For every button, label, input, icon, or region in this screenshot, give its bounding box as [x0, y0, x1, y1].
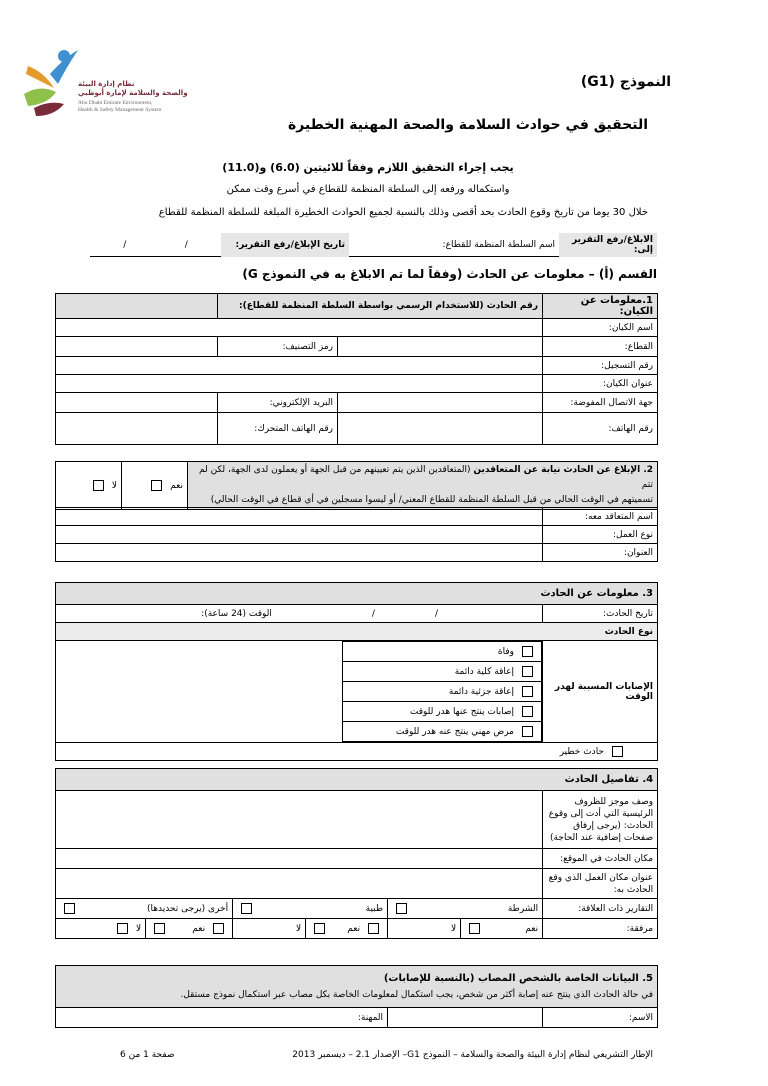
incident-ref-field[interactable] [56, 294, 218, 319]
related-reports-label: التقارير ذات العلاقة: [543, 899, 658, 919]
injury-options [56, 641, 543, 743]
section-5-header [56, 966, 658, 1008]
permanent-total-checkbox[interactable] [522, 666, 533, 677]
on-behalf-yes[interactable] [122, 462, 188, 510]
work-address-field[interactable] [56, 869, 543, 899]
option-label: إعاقة كلية دائمة [454, 666, 514, 677]
option-permanent-partial[interactable] [343, 682, 542, 702]
work-type-field[interactable] [56, 526, 543, 544]
yes-checkbox[interactable] [469, 923, 480, 934]
option-label: إصابات ينتج عنها هدر للوقت [409, 706, 514, 717]
lost-time-injury-checkbox[interactable] [522, 706, 533, 717]
form-code: النموذج (G1) [580, 74, 671, 90]
phone-label: رقم الهاتف: [543, 413, 658, 445]
incident-date-label: تاريخ الحادث: [543, 605, 658, 623]
date-slash: / [184, 240, 188, 250]
medical-attached-no[interactable] [233, 919, 306, 939]
attached-label: مرفقة: [543, 919, 658, 939]
serious-incident-checkbox[interactable] [612, 746, 623, 757]
reg-no-field[interactable] [56, 357, 543, 375]
email-label: البريد الإلكتروني: [218, 393, 338, 413]
section-2-title-line2: تسميتهم في الوقت الحالي من قبل السلطة المنظمة للقطاع المعني/ أو ليسوا مسجلين في أي قطاع في الوقت الحالي) [210, 495, 653, 505]
other-attached-no[interactable] [56, 919, 146, 939]
police-attached-no[interactable] [388, 919, 461, 939]
sector-label: القطاع: [543, 337, 658, 357]
option-occupational-illness[interactable] [343, 722, 542, 742]
option-label: مرض مهني ينتج عنه هدر للوقت [395, 726, 514, 737]
no-checkbox[interactable] [213, 923, 224, 934]
no-label: لا [111, 480, 117, 491]
address-field[interactable] [56, 544, 543, 562]
section-1-table [55, 293, 658, 445]
police-checkbox[interactable] [396, 903, 407, 914]
report-to-label: الابلاغ/رفع التقرير إلى: [559, 233, 657, 257]
section-2-title [188, 462, 658, 510]
other-report[interactable] [56, 899, 233, 919]
brief-description-field[interactable] [56, 791, 543, 849]
incident-location-field[interactable] [56, 849, 543, 869]
class-code-field[interactable] [56, 337, 218, 357]
medical-attached-yes[interactable] [306, 919, 388, 939]
yes-checkbox[interactable] [154, 923, 165, 934]
option-label: حادث خطير [559, 746, 604, 757]
class-code-label: رمز التصنيف: [218, 337, 338, 357]
no-label: لا [135, 923, 142, 934]
other-attached-yes[interactable] [146, 919, 233, 939]
yes-checkbox[interactable] [151, 480, 162, 491]
no-label: لا [295, 923, 302, 934]
work-type-label: نوع العمل: [543, 526, 658, 544]
intro-line-3: خلال 30 يوما من تاريخ وقوع الحادث بحد أقصى وذلك بالنسبة لجميع الحوادث الخطيرة المبلغة للسلطة المنظمة للقطاع [158, 207, 648, 218]
section-2-title-bold: الإبلاغ عن الحادث نيابة عن المتعاقدين [473, 465, 641, 475]
police-attached-yes[interactable] [461, 919, 543, 939]
on-behalf-no[interactable] [56, 462, 122, 510]
yes-label: نعم [525, 923, 539, 934]
authority-input[interactable] [349, 233, 429, 257]
logo [20, 44, 188, 124]
permanent-partial-checkbox[interactable] [522, 686, 533, 697]
incident-date-time-field[interactable] [56, 605, 543, 623]
reg-no-label: رقم التسجيل: [543, 357, 658, 375]
section-3-title: 3. معلومات عن الحادث [56, 583, 658, 605]
incident-type-label: نوع الحادث [56, 623, 658, 641]
page-title: التحقيق في حوادث السلامة والصحة المهنية الخطيرة [287, 117, 648, 133]
intro-line-1: يجب إجراء التحقيق اللازم وفقاً للائيتين (6.0) و(11.0) [222, 161, 514, 174]
time-label: الوقت (24 ساعة): [201, 608, 272, 619]
phone-field[interactable] [338, 413, 543, 445]
date-slash: / [434, 608, 439, 619]
yes-label: نعم [170, 480, 183, 491]
report-to-bar [90, 233, 657, 257]
section-5-title: 5. البيانات الخاصة بالشخص المصاب (بالنسبة للإصابات) [383, 972, 654, 984]
address-label: العنوان: [543, 544, 658, 562]
incident-ref-label: رقم الحادث (للاستخدام الرسمي بواسطة السلطة المنظمة للقطاع): [218, 294, 543, 319]
yes-label: نعم [347, 923, 361, 934]
police-label: الشرطة [507, 903, 539, 914]
option-lost-time-injury[interactable] [343, 702, 542, 722]
entity-name-label: اسم الكيان: [543, 319, 658, 337]
email-field[interactable] [56, 393, 218, 413]
footer-framework: الإطار التشريعي لنظام إدارة البيئة والصحة والسلامة – النموذج G1– الإصدار 2.1 – ديسمبر 2013 [292, 1050, 653, 1060]
profession-cell[interactable] [56, 1008, 388, 1028]
mobile-field[interactable] [56, 413, 218, 445]
incident-location-label: مكان الحادث في الموقع: [543, 849, 658, 869]
no-label: لا [450, 923, 457, 934]
option-serious-incident[interactable] [56, 743, 658, 761]
police-report[interactable] [388, 899, 543, 919]
section-4-title: 4. تفاصيل الحادث [56, 769, 658, 791]
option-label: إعاقة جزئية دائمة [448, 686, 514, 697]
logo-arabic-text: نظام إدارة البيئة والصحة والسلامة لإمارة أبوظبي [78, 80, 188, 97]
no-checkbox[interactable] [368, 923, 379, 934]
other-label: أخرى (يرجى تحديدها) [146, 903, 229, 914]
entity-address-label: عنوان الكيان: [543, 375, 658, 393]
report-date-input[interactable] [90, 233, 221, 257]
no-checkbox[interactable] [117, 923, 128, 934]
occupational-illness-checkbox[interactable] [522, 726, 533, 737]
logo-english-text: Abu Dhabi Emirate Environment, Health & Safety Management System [78, 100, 162, 113]
entity-address-field[interactable] [56, 375, 543, 393]
lost-time-injuries-label: الإصابات المسببة لهدر الوقت [543, 641, 658, 743]
yes-checkbox[interactable] [314, 923, 325, 934]
authority-label: اسم السلطة المنظمة للقطاع: [442, 240, 555, 250]
mobile-label: رقم الهاتف المتحرك: [218, 413, 338, 445]
yes-label: نعم [192, 923, 206, 934]
section-2-table [55, 461, 658, 510]
section-4-table [55, 768, 658, 939]
medical-report[interactable] [233, 899, 388, 919]
contact-label: جهة الاتصال المفوضة: [543, 393, 658, 413]
option-permanent-total[interactable] [343, 662, 542, 682]
name-field[interactable] [388, 1008, 543, 1028]
section-a-title: القسم (أ) – معلومات عن الحادث (وفقاً لما تم الابلاغ به في النموذج G) [242, 267, 657, 281]
contractor-name-field[interactable] [56, 508, 543, 526]
report-date-label: تاريخ الإبلاغ/رفع التقرير: [221, 233, 349, 257]
medical-checkbox[interactable] [241, 903, 252, 914]
section-1-title: 1.معلومات عن الكيان: [543, 294, 658, 319]
work-address-label: عنوان مكان العمل الذي وقع الحادث به: [543, 869, 658, 899]
intro-line-2: واستكماله ورفعه إلى السلطة المنظمة للقطاع في أسرع وقت ممكن [226, 184, 510, 195]
sector-field[interactable] [338, 337, 543, 357]
section-3-types [55, 640, 658, 761]
section-2-title-rest: (المتعاقدين الذين يتم تعيينهم من قبل الجهة أو يعملون لدى الجهة، لكن لم تتم [198, 465, 653, 490]
entity-name-field[interactable] [56, 319, 543, 337]
death-checkbox[interactable] [522, 646, 533, 657]
date-slash: / [371, 608, 375, 619]
footer-page-number: صفحة 1 من 6 [120, 1050, 175, 1060]
name-label: الاسم: [543, 1008, 658, 1028]
option-label: وفاة [497, 646, 514, 657]
brief-description-label: وصف موجز للظروف الرئيسية التي أدت إلى وقوع الحادث: (يرجى إرفاق صفحات إضافية عند الحاجة) [543, 791, 658, 849]
section-5-note: في حالة الحادث الذي ينتج عنه إصابة أكثر من شخص، يجب استكمال لمعلومات الخاصة بكل مصاب عبر استكمال نموذج مستقل. [180, 989, 654, 1000]
no-checkbox[interactable] [93, 480, 104, 491]
contact-field[interactable] [338, 393, 543, 413]
logo-emblem-icon [20, 44, 80, 124]
profession-label: المهنة: [357, 1012, 384, 1023]
section-2-fields [55, 507, 658, 562]
contractor-name-label: اسم المتعاقد معه: [543, 508, 658, 526]
section-5-table [55, 965, 658, 1028]
other-checkbox[interactable] [64, 903, 75, 914]
section-3-table [55, 582, 658, 641]
medical-label: طبية [365, 903, 384, 914]
date-slash: / [123, 240, 127, 250]
option-death[interactable] [343, 642, 542, 662]
section-2-num: 2. [643, 465, 653, 475]
